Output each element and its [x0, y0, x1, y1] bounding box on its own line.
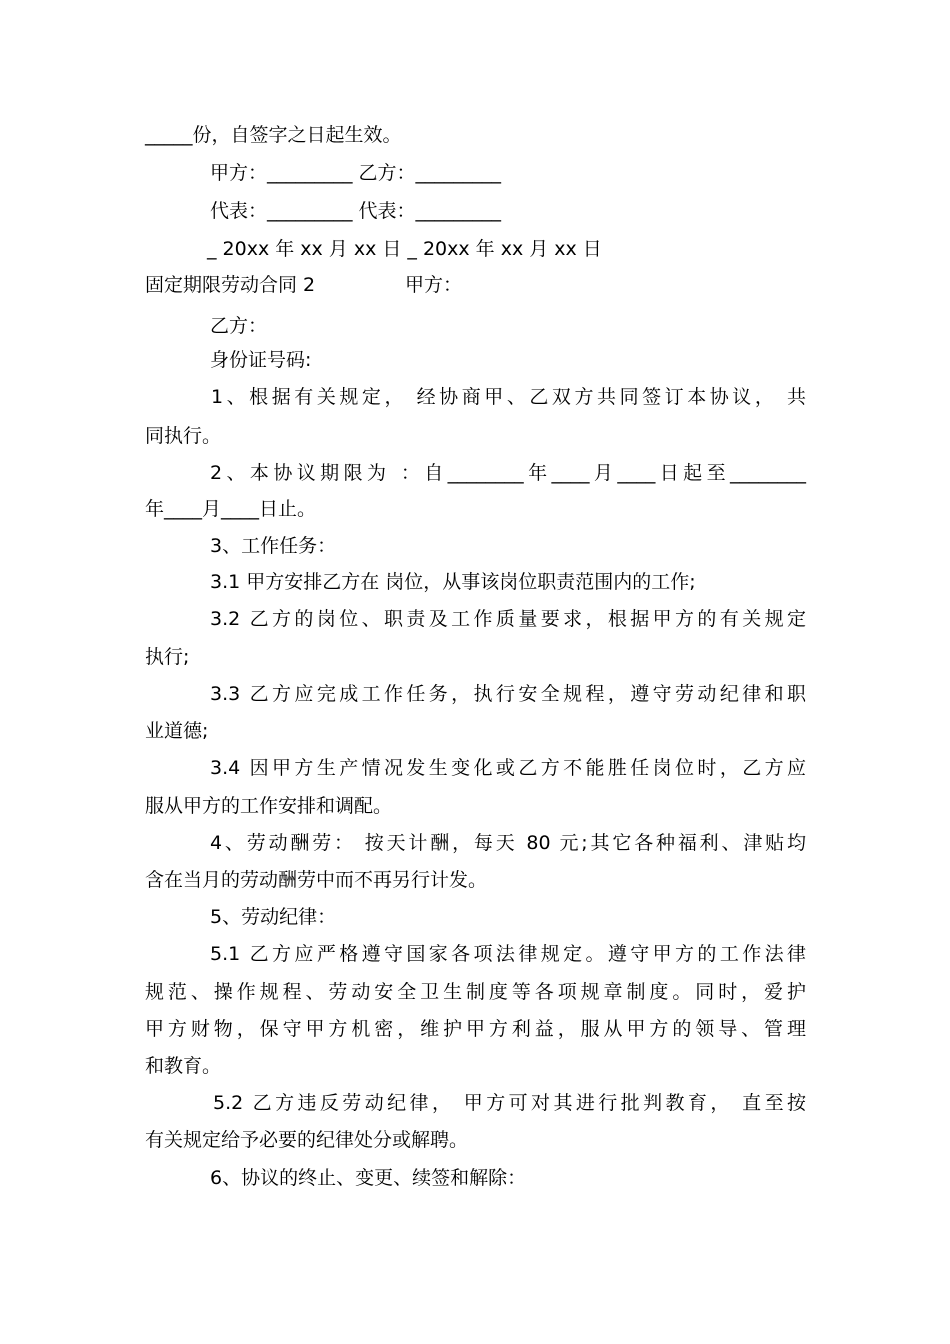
section-heading: 6、协议的终止、变更、续签和解除： [210, 1167, 527, 1189]
paragraph-line: 含在当月的劳动酬劳中而不再另行计发。 [145, 869, 488, 891]
paragraph-line: 3.3 乙方应完成工作任务，执行安全规程，遵守劳动纪律和职 [210, 683, 806, 705]
section-heading: 5、劳动纪律： [210, 906, 337, 928]
paragraph-line: 执行; [145, 646, 190, 668]
paragraph-line: 有关规定给予必要的纪律处分或解聘。 [145, 1129, 469, 1151]
signature-rep-line: 代表：_________ 代表：_________ [210, 200, 502, 222]
paragraph-line: 同执行。 [145, 425, 222, 447]
paragraph-line: 服从甲方的工作安排和调配。 [145, 795, 393, 817]
paragraph-line: 5.2 乙方违反劳动纪律， 甲方可对其进行批判教育， 直至按 [213, 1092, 806, 1114]
signature-party-line: 甲方：_________ 乙方：_________ [210, 162, 502, 184]
paragraph-line: 3.1 甲方安排乙方在 岗位，从事该岗位职责范围内的工作; [210, 571, 696, 593]
paragraph-line: 5.1 乙方应严格遵守国家各项法律规定。遵守甲方的工作法律 [210, 943, 806, 965]
section-title: 固定期限劳动合同 2 [145, 274, 316, 296]
paragraph-line: 年____月____日止。 [145, 498, 317, 520]
paragraph-line: 和教育。 [145, 1055, 222, 1077]
paragraph-line: 1、根据有关规定， 经协商甲、乙双方共同签订本协议， 共 [211, 386, 806, 408]
text-line: _____份，自签字之日起生效。 [145, 124, 402, 146]
paragraph-line: 规范、操作规程、劳动安全卫生制度等各项规章制度。同时，爱护 [145, 981, 806, 1003]
section-heading: 3、工作任务： [210, 535, 337, 557]
party-b-label: 乙方： [210, 315, 268, 337]
paragraph-line: 3.4 因甲方生产情况发生变化或乙方不能胜任岗位时，乙方应 [210, 757, 806, 779]
party-a-label: 甲方： [405, 274, 463, 296]
paragraph-line: 业道德; [145, 720, 209, 742]
id-number-label: 身份证号码: [210, 349, 312, 371]
signature-date-line: _ 20xx 年 xx 月 xx 日 _ 20xx 年 xx 月 xx 日 [207, 238, 602, 260]
paragraph-line: 甲方财物，保守甲方机密，维护甲方利益，服从甲方的领导、管理 [145, 1018, 806, 1040]
paragraph-line: 3.2 乙方的岗位、职责及工作质量要求，根据甲方的有关规定 [210, 608, 806, 630]
paragraph-line: 4、劳动酬劳： 按天计酬，每天 80 元;其它各种福利、津贴均 [210, 832, 806, 854]
paragraph-line: 2、本协议期限为 ：自________年____月____日起至________ [210, 462, 806, 484]
